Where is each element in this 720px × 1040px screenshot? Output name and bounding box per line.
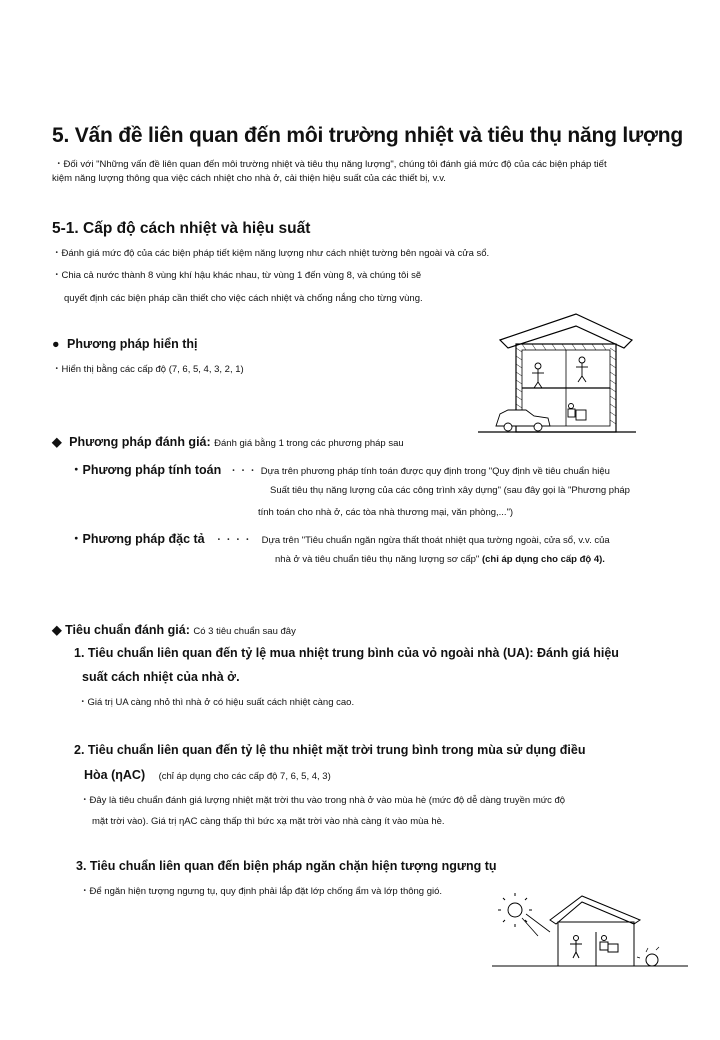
section-heading: 5-1. Cấp độ cách nhiệt và hiệu suất: [52, 220, 311, 237]
section-bullet-3: quyết định các biện pháp cần thiết cho việc cách nhiệt và chống nắng cho từng vùng.: [64, 293, 423, 304]
sun-house-icon: [490, 892, 690, 972]
criterion-1-line-2: suất cách nhiệt của nhà ở.: [82, 670, 240, 684]
criterion-2-note-2: mặt trời vào). Giá trị ηAC càng thấp thì bức xạ mặt trời vào nhà càng ít vào mùa hè.: [92, 816, 445, 827]
criterion-1-line-1: 1. Tiêu chuẩn liên quan đến tỷ lệ mua nhiệt trung bình của vỏ ngoài nhà (UA): Đánh giá hiệu: [74, 646, 619, 660]
intro-line-1: ・Đối với "Những vấn đề liên quan đến môi trường nhiệt và tiêu thụ năng lượng", chúng tôi đánh giá mức độ của các biện pháp tiết: [54, 159, 607, 170]
criterion-2-line-1: 2. Tiêu chuẩn liên quan đến tỷ lệ thu nhiệt mặt trời trung bình trong mùa sử dụng điều: [74, 743, 586, 757]
criterion-2-line-2-row: [84, 768, 331, 782]
calc-method-line-3: tính toán cho nhà ở, các tòa nhà thương mại, văn phòng,..."): [258, 507, 514, 518]
calc-method-dots: ・・・: [228, 466, 258, 477]
spec-method-line-2: nhà ở và tiêu chuẩn tiêu thụ năng lượng sơ cấp": [275, 554, 480, 565]
criterion-2-note-1: ・Đây là tiêu chuẩn đánh giá lượng nhiệt mặt trời thu vào trong nhà ở vào mùa hè (mức độ dễ dàng truyền mức độ: [80, 795, 566, 806]
calc-method-row: [70, 460, 610, 478]
criterion-3-line-1: 3. Tiêu chuẩn liên quan đến biện pháp ngăn chặn hiện tượng ngưng tụ: [76, 859, 497, 873]
display-method-text: ・Hiển thị bằng các cấp độ (7, 6, 5, 4, 3, 2, 1): [52, 364, 244, 375]
page-title: 5. Vấn đề liên quan đến môi trường nhiệt và tiêu thụ năng lượng: [52, 124, 684, 147]
section-bullet-1: ・Đánh giá mức độ của các biện pháp tiết kiệm năng lượng như cách nhiệt tường bên ngoài và cửa sổ.: [52, 248, 490, 259]
bullet-diamond: ◆: [52, 435, 62, 449]
bullet-circle: ●: [52, 337, 60, 351]
criterion-2-line-2-note: (chỉ áp dụng cho các cấp độ 7, 6, 5, 4, 3): [158, 771, 331, 782]
calc-method-label: ・Phương pháp tính toán: [70, 463, 222, 477]
criteria-suffix: Có 3 tiêu chuẩn sau đây: [193, 626, 296, 637]
eval-method-title: Phương pháp đánh giá:: [69, 435, 211, 449]
eval-method-suffix: Đánh giá bằng 1 trong các phương pháp sau: [214, 438, 404, 449]
spec-method-row: [70, 529, 610, 547]
spec-method-line-2-row: [275, 552, 605, 567]
spec-method-label: ・Phương pháp đặc tả: [70, 532, 205, 546]
intro-line-2: kiệm năng lượng thông qua việc cách nhiệt cho nhà ở, cải thiện hiệu suất của các thiết bị, v.v.: [52, 173, 446, 184]
spec-method-bold: (chỉ áp dụng cho cấp độ 4).: [481, 554, 605, 565]
display-method-heading: [52, 337, 197, 351]
house-insulation-icon: [478, 310, 638, 435]
display-method-title: Phương pháp hiển thị: [67, 337, 198, 351]
section-bullet-2: ・Chia cả nước thành 8 vùng khí hậu khác nhau, từ vùng 1 đến vùng 8, và chúng tôi sẽ: [52, 270, 422, 281]
eval-method-heading: [52, 434, 404, 449]
calc-method-line-2: Suất tiêu thụ năng lượng của các công trình xây dựng" (sau đây gọi là "Phương pháp: [270, 485, 630, 496]
criteria-heading: [52, 622, 296, 637]
spec-method-line-1: Dựa trên "Tiêu chuẩn ngăn ngừa thất thoát nhiệt qua tường ngoài, cửa sổ, v.v. của: [261, 535, 610, 546]
criteria-title: Tiêu chuẩn đánh giá:: [65, 623, 190, 637]
criterion-2-line-2: Hòa (ηAC): [84, 768, 146, 782]
criterion-3-note: ・Để ngăn hiện tượng ngưng tụ, quy định phải lắp đặt lớp chống ẩm và lớp thông gió.: [80, 886, 443, 897]
bullet-diamond: ◆: [52, 623, 62, 637]
calc-method-line-1: Dựa trên phương pháp tính toán được quy định trong "Quy định về tiêu chuẩn hiệu: [260, 466, 610, 477]
spec-method-dots: ・・・・: [214, 535, 253, 546]
criterion-1-note: ・Giá trị UA càng nhỏ thì nhà ở có hiệu suất cách nhiệt càng cao.: [78, 697, 355, 708]
